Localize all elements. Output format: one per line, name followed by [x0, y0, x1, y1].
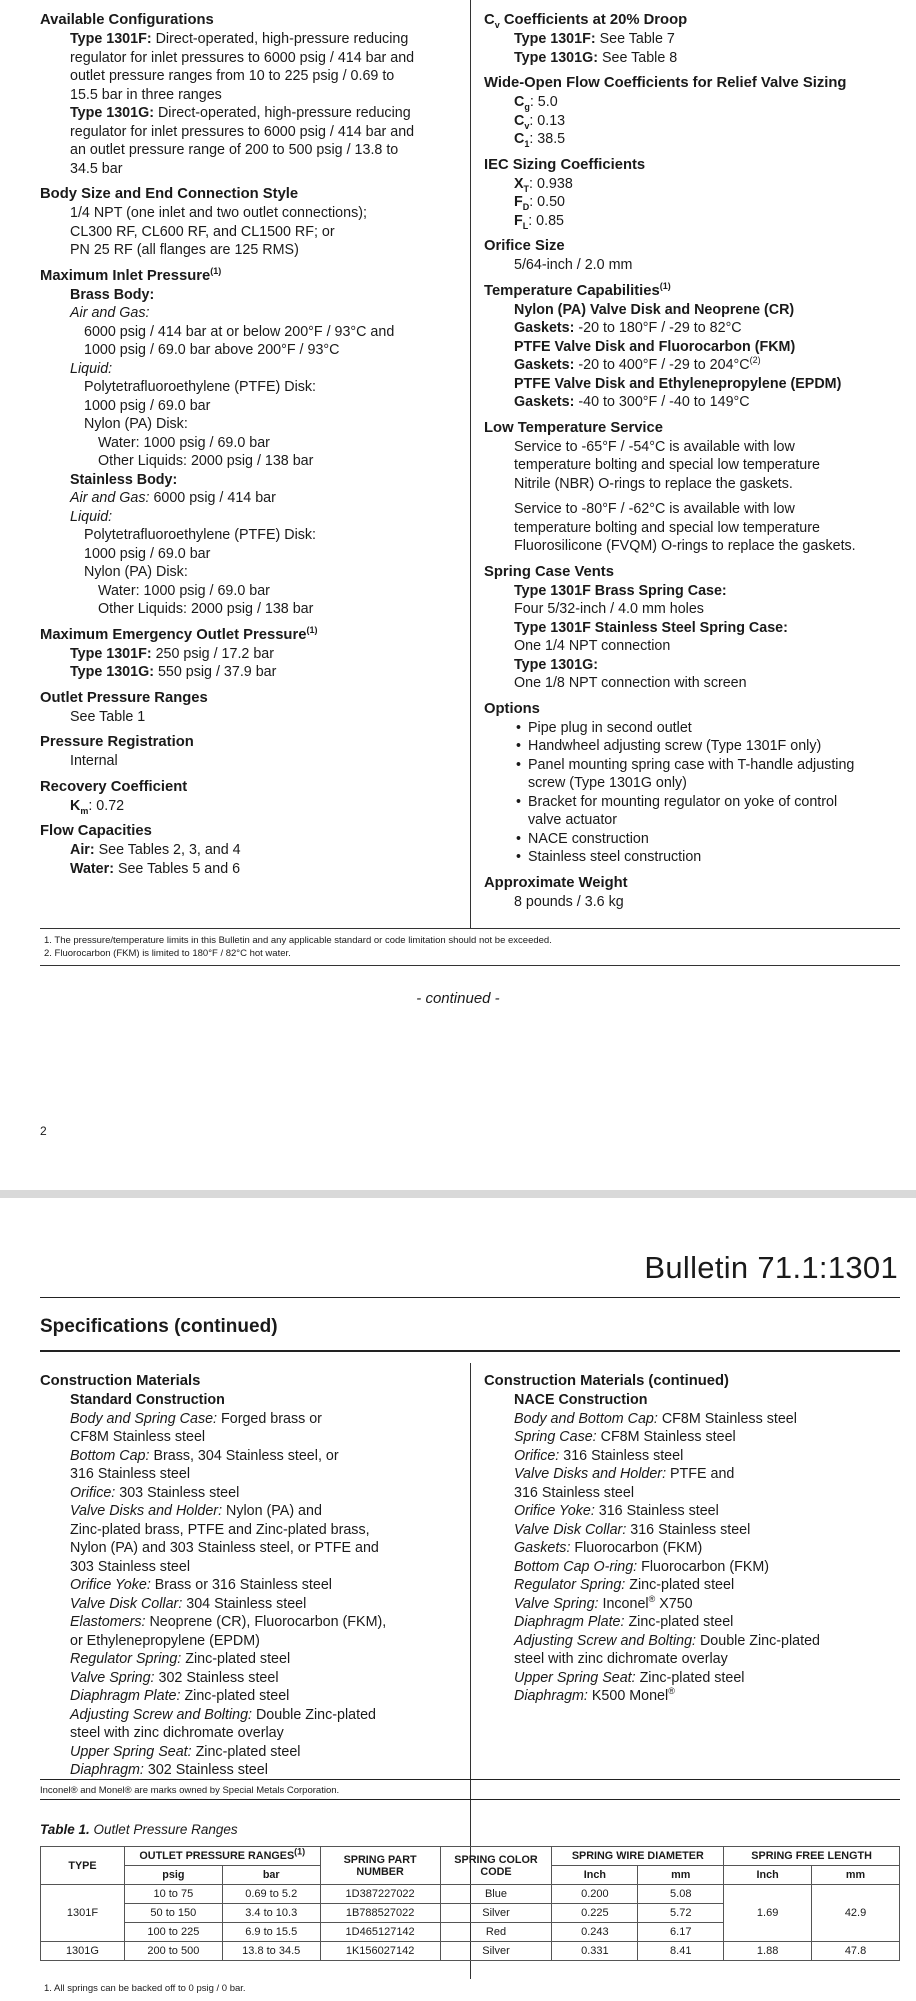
- page-title: Specifications (continued): [40, 1316, 278, 1337]
- flow-air: Air: See Tables 2, 3, and 4: [70, 842, 241, 858]
- cell: 5.72: [638, 1904, 724, 1923]
- heading-orifice-size: Orifice Size: [484, 238, 565, 254]
- page-separator: [0, 1190, 916, 1198]
- outlet-ranges-text: See Table 1: [70, 708, 146, 725]
- cv-1301g: Type 1301G: See Table 8: [514, 49, 678, 66]
- subheader-mm: mm: [812, 1866, 900, 1885]
- table-row: [41, 1885, 900, 1904]
- heading-max-inlet-pressure: Maximum Inlet Pressure$^{(1)}$: [40, 265, 222, 284]
- vent-1301g-label: Type 1301G:: [514, 656, 598, 673]
- cell-type: 1301G: [41, 1942, 125, 1961]
- cell: 0.331: [552, 1942, 638, 1961]
- brass-ptfe-disk: Polytetrafluoroethylene (PTFE) Disk:: [84, 379, 317, 395]
- table-header-row: [41, 1847, 900, 1866]
- recovery-coefficient-value: $K_m$: 0.72: [70, 797, 125, 816]
- iec-fd: $F_D$: 0.50: [514, 194, 566, 212]
- material-line: Diaphragm Plate: Zinc-plated steel: [514, 1614, 734, 1630]
- orifice-size-text: 5/64-inch / 2.0 mm: [514, 257, 633, 273]
- brass-air-gas-label: Air and Gas:: [70, 305, 150, 321]
- iec-fl: $F_L$: 0.85: [514, 212, 565, 231]
- low-temp-paragraph-1: Service to -65°F / -54°C is available with low temperature bolting and special low temperature Nitrile (NBR) O-rings to replace the gaskets.: [514, 438, 820, 492]
- heading-pressure-registration: Pressure Registration: [40, 734, 194, 750]
- iec-xt: $X_T$: 0.938: [514, 175, 573, 194]
- stainless-nylon-disk: Nylon (PA) Disk:: [84, 564, 188, 580]
- outlet-pressure-table: [40, 1846, 900, 1961]
- material-line: Gaskets: Fluorocarbon (FKM): [514, 1540, 703, 1556]
- cell: 50 to 150: [124, 1904, 222, 1923]
- subheader-inch: Inch: [724, 1866, 812, 1885]
- material-line: Valve Disk Collar: 304 Stainless steel: [70, 1595, 307, 1612]
- option-item: • Bracket for mounting regulator on yoke of control valve actuator: [514, 793, 904, 830]
- heading-available-configurations: Available Configurations: [40, 12, 214, 28]
- cell: 1.69: [724, 1885, 812, 1942]
- material-line: Orifice: 303 Stainless steel: [70, 1484, 240, 1501]
- footnotes: [44, 935, 552, 960]
- cell: 0.243: [552, 1923, 638, 1942]
- standard-construction-label: Standard Construction: [70, 1392, 225, 1408]
- brass-liquid-label: Liquid:: [70, 360, 113, 377]
- material-line: Orifice Yoke: 316 Stainless steel: [514, 1503, 719, 1519]
- bulletin-number: Bulletin 71.1:1301: [644, 1250, 898, 1285]
- option-item: • Stainless steel construction: [514, 848, 904, 867]
- table-caption: Table 1. Outlet Pressure Ranges: [40, 1822, 238, 1837]
- material-line: Body and Bottom Cap: CF8M Stainless steel: [514, 1410, 797, 1427]
- material-line: 303 Stainless steel: [70, 1558, 191, 1575]
- temp-nylon-gaskets: Gaskets: -20 to 180°F / -29 to 82°C: [514, 320, 742, 336]
- cell: 5.08: [638, 1885, 724, 1904]
- temp-ptfe-fkm-gaskets: Gaskets: -20 to 400°F / -29 to $204^\circ C^{(2)}$: [514, 355, 761, 373]
- cell: 13.8 to 34.5: [222, 1942, 320, 1961]
- flow-water: Water: See Tables 5 and 6: [70, 860, 241, 877]
- material-line: Orifice Yoke: Brass or 316 Stainless steel: [70, 1577, 332, 1593]
- temp-nylon-label: Nylon (PA) Valve Disk and Neoprene (CR): [514, 301, 795, 318]
- subheader-mm: mm: [638, 1866, 724, 1885]
- heading-flow-capacities: Flow Capacities: [40, 823, 152, 839]
- material-line: Adjusting Screw and Bolting: Double Zinc-plated: [70, 1706, 376, 1723]
- cell: 0.225: [552, 1904, 638, 1923]
- temp-ptfe-epdm-gaskets: Gaskets: -40 to 300°F / -40 to 149°C: [514, 394, 750, 410]
- header-outlet-ranges: OUTLET PRESSURE RANGES$^{(1)}$: [124, 1847, 320, 1866]
- subheader-bar: bar: [222, 1866, 320, 1885]
- cell: 42.9: [812, 1885, 900, 1942]
- material-line: Nylon (PA) and 303 Stainless steel, or PTFE and: [70, 1540, 379, 1556]
- heading-recovery-coefficient: Recovery Coefficient: [40, 778, 188, 795]
- heading-spring-case-vents: Spring Case Vents: [484, 563, 614, 580]
- low-temp-paragraph-2: Service to -80°F / -62°C is available with low temperature bolting and special low temperature Fluorosilicone (FVQM) O-rings to replace the gaskets.: [514, 501, 856, 554]
- option-item: • Panel mounting spring case with T-handle adjusting screw (Type 1301G only): [514, 756, 904, 793]
- emergency-1301g: Type 1301G: 550 psig / 37.9 bar: [70, 664, 277, 680]
- continued-note: - continued -: [416, 990, 500, 1007]
- heading-body-size: Body Size and End Connection Style: [40, 186, 299, 202]
- heading-options: Options: [484, 700, 540, 717]
- approximate-weight-text: 8 pounds / 3.6 kg: [514, 893, 624, 910]
- material-line: steel with zinc dichromate overlay: [70, 1725, 284, 1741]
- cell: 100 to 225: [124, 1923, 222, 1942]
- footnote-1: 1. The pressure/temperature limits in this Bulletin and any applicable standard or code limitation should not be exceeded.: [44, 935, 552, 946]
- option-item: • Pipe plug in second outlet: [514, 719, 904, 738]
- brass-other-liquids: Other Liquids: 2000 psig / 138 bar: [98, 453, 314, 469]
- header-spring-part: SPRING PART NUMBER: [320, 1847, 440, 1885]
- cell: Blue: [440, 1885, 552, 1904]
- heading-iec-sizing: IEC Sizing Coefficients: [484, 156, 646, 173]
- material-line: Elastomers: Neoprene (CR), Fluorocarbon (FKM),: [70, 1614, 387, 1630]
- body-size-text: 1/4 NPT (one inlet and two outlet connections); CL300 RF, CL600 RF, and CL1500 RF; or PN 25 RF (all flanges are 125 RMS): [70, 205, 367, 258]
- material-line: Body and Spring Case: Forged brass or: [70, 1410, 322, 1427]
- cell: 0.69 to 5.2: [222, 1885, 320, 1904]
- material-line: Upper Spring Seat: Zinc-plated steel: [70, 1743, 301, 1760]
- cv-1301f: Type 1301F: See Table 7: [514, 31, 675, 47]
- cell: 3.4 to 10.3: [222, 1904, 320, 1923]
- left-column: [40, 11, 460, 878]
- heading-construction-materials-continued: Construction Materials (continued): [484, 1373, 729, 1389]
- subheader-inch: Inch: [552, 1866, 638, 1885]
- coef-c1: $C_1$: 38.5: [514, 131, 566, 149]
- heading-outlet-pressure-ranges: Outlet Pressure Ranges: [40, 689, 208, 706]
- brass-ptfe-value: 1000 psig / 69.0 bar: [84, 397, 211, 414]
- footnote-2: 2. Fluorocarbon (FKM) is limited to 180°F / 82°C hot water.: [44, 947, 291, 959]
- stainless-water-value: Water: 1000 psig / 69.0 bar: [98, 582, 270, 599]
- header-free-length: SPRING FREE LENGTH: [724, 1847, 900, 1866]
- option-item: • Handwheel adjusting screw (Type 1301F only): [514, 737, 904, 756]
- brass-water-value: Water: 1000 psig / 69.0 bar: [98, 434, 270, 451]
- pressure-registration-text: Internal: [70, 753, 118, 769]
- material-line: Spring Case: CF8M Stainless steel: [514, 1429, 736, 1445]
- brass-body-label: Brass Body:: [70, 286, 155, 303]
- vent-stainless-value: One 1/4 NPT connection: [514, 638, 671, 654]
- footnote-rule-bottom: [40, 965, 900, 966]
- material-line: Valve Disks and Holder: Nylon (PA) and: [70, 1503, 322, 1519]
- cell: 8.41: [638, 1942, 724, 1961]
- header-type: TYPE: [41, 1847, 125, 1885]
- material-line: Bottom Cap: Brass, 304 Stainless steel, or: [70, 1447, 339, 1464]
- subheader-psig: psig: [124, 1866, 222, 1885]
- material-line: Valve Disks and Holder: PTFE and: [514, 1466, 735, 1482]
- cell: 1.88: [724, 1942, 812, 1961]
- material-line: Zinc-plated brass, PTFE and Zinc-plated brass,: [70, 1521, 370, 1538]
- header-wire-diameter: SPRING WIRE DIAMETER: [552, 1847, 724, 1866]
- stainless-body-label: Stainless Body:: [70, 471, 178, 488]
- config-1301g: Type 1301G: Direct-operated, high-pressure reducing regulator for inlet pressures to 6000 psig / 414 bar and an outlet pressure range of 200 to 500 psig / 13.8 to 34.5 bar: [70, 105, 415, 177]
- options-list: [484, 719, 904, 867]
- option-item: • NACE construction: [514, 830, 904, 849]
- coef-cg: $C_g$: 5.0: [514, 94, 558, 112]
- brass-air-gas-value: 6000 psig / 414 bar at or below 200°F / 93°C and 1000 psig / 69.0 bar above 200°F / 93°C: [84, 323, 395, 358]
- cell: 1D387227022: [320, 1885, 440, 1904]
- vent-1301g-value: One 1/8 NPT connection with screen: [514, 675, 747, 691]
- material-line: steel with zinc dichromate overlay: [514, 1651, 728, 1667]
- cell: 10 to 75: [124, 1885, 222, 1904]
- page-number: 2: [40, 1124, 47, 1138]
- left-column: [40, 1372, 460, 1780]
- heading-max-emergency-outlet: Maximum Emergency Outlet Pressure$^{(1)}$: [40, 624, 318, 643]
- cell: 47.8: [812, 1942, 900, 1961]
- cell: Silver: [440, 1904, 552, 1923]
- material-line: Regulator Spring: Zinc-plated steel: [70, 1651, 291, 1667]
- right-column: [484, 1372, 904, 1706]
- material-line: Diaphragm: K500 Monel®: [514, 1686, 675, 1704]
- page-2: [0, 1198, 916, 2001]
- material-line: 316 Stainless steel: [514, 1484, 635, 1501]
- table-footnote: 1. All springs can be backed off to 0 psig / 0 bar.: [44, 1983, 246, 1994]
- cell: 6.17: [638, 1923, 724, 1942]
- material-line: or Ethylenepropylene (EPDM): [70, 1632, 260, 1649]
- stainless-ptfe-value: 1000 psig / 69.0 bar: [84, 545, 211, 562]
- material-line: Valve Spring: Inconel® X750: [514, 1593, 693, 1612]
- cell: 1D465127142: [320, 1923, 440, 1942]
- header-rule: [40, 1297, 900, 1298]
- material-line: Regulator Spring: Zinc-plated steel: [514, 1577, 735, 1593]
- cell: 0.200: [552, 1885, 638, 1904]
- stainless-ptfe-disk: Polytetrafluoroethylene (PTFE) Disk:: [84, 527, 317, 543]
- material-line: CF8M Stainless steel: [70, 1429, 206, 1445]
- stainless-air-gas: Air and Gas: 6000 psig / 414 bar: [70, 490, 276, 506]
- column-divider: [470, 0, 471, 928]
- cell: 1K156027142: [320, 1942, 440, 1961]
- table-row: [41, 1942, 900, 1961]
- material-line: Orifice: 316 Stainless steel: [514, 1447, 684, 1464]
- footnote-rule-top: [40, 928, 900, 929]
- vent-brass-value: Four 5/32-inch / 4.0 mm holes: [514, 601, 704, 617]
- trademark-note: Inconel® and Monel® are marks owned by Special Metals Corporation.: [40, 1785, 340, 1796]
- vent-brass-label: Type 1301F Brass Spring Case:: [514, 582, 727, 599]
- stainless-liquid-label: Liquid:: [70, 508, 113, 525]
- emergency-1301f: Type 1301F: 250 psig / 17.2 bar: [70, 645, 275, 662]
- coef-cv: $C_v$: 0.13: [514, 112, 566, 131]
- material-line: Upper Spring Seat: Zinc-plated steel: [514, 1669, 745, 1686]
- vent-stainless-label: Type 1301F Stainless Steel Spring Case:: [514, 619, 788, 636]
- nace-construction-label: NACE Construction: [514, 1392, 648, 1408]
- material-line: Diaphragm: 302 Stainless steel: [70, 1762, 268, 1778]
- cell: 6.9 to 15.5: [222, 1923, 320, 1942]
- material-line: Valve Disk Collar: 316 Stainless steel: [514, 1521, 751, 1538]
- cell: 1B788527022: [320, 1904, 440, 1923]
- header-spring-color: SPRING COLOR CODE: [440, 1847, 552, 1885]
- stainless-other-liquids: Other Liquids: 2000 psig / 138 bar: [98, 601, 314, 617]
- material-line: Adjusting Screw and Bolting: Double Zinc-plated: [514, 1632, 820, 1649]
- temp-ptfe-epdm-label: PTFE Valve Disk and Ethylenepropylene (EPDM): [514, 375, 842, 392]
- cell: 200 to 500: [124, 1942, 222, 1961]
- heading-construction-materials: Construction Materials: [40, 1373, 201, 1389]
- material-line: 316 Stainless steel: [70, 1466, 191, 1482]
- temp-ptfe-fkm-label: PTFE Valve Disk and Fluorocarbon (FKM): [514, 338, 796, 355]
- trademark-rule-top: [40, 1779, 900, 1780]
- title-rule: [40, 1350, 900, 1352]
- brass-nylon-disk: Nylon (PA) Disk:: [84, 416, 188, 432]
- config-1301f: Type 1301F: Direct-operated, high-pressure reducing regulator for inlet pressures to 6000 psig / 414 bar and outlet pressure ranges from 10 to 225 psig / 0.69 to 15.5 bar in three ranges: [70, 31, 415, 103]
- heading-temperature-capabilities: Temperature Capabilities$^{(1)}$: [484, 280, 671, 299]
- cell: Silver: [440, 1942, 552, 1961]
- material-line: Valve Spring: 302 Stainless steel: [70, 1669, 279, 1686]
- heading-cv-coefficients: $C_v$ Coefficients at 20% Droop: [484, 12, 688, 30]
- material-line: Bottom Cap O-ring: Fluorocarbon (FKM): [514, 1558, 770, 1575]
- heading-low-temperature-service: Low Temperature Service: [484, 419, 664, 436]
- right-column: [484, 11, 904, 911]
- cell-type: 1301F: [41, 1885, 125, 1942]
- cell: Red: [440, 1923, 552, 1942]
- heading-wide-open-flow: Wide-Open Flow Coefficients for Relief Valve Sizing: [484, 75, 847, 91]
- trademark-rule-bottom: [40, 1799, 900, 1800]
- material-line: Diaphragm Plate: Zinc-plated steel: [70, 1688, 290, 1704]
- heading-approximate-weight: Approximate Weight: [484, 874, 628, 891]
